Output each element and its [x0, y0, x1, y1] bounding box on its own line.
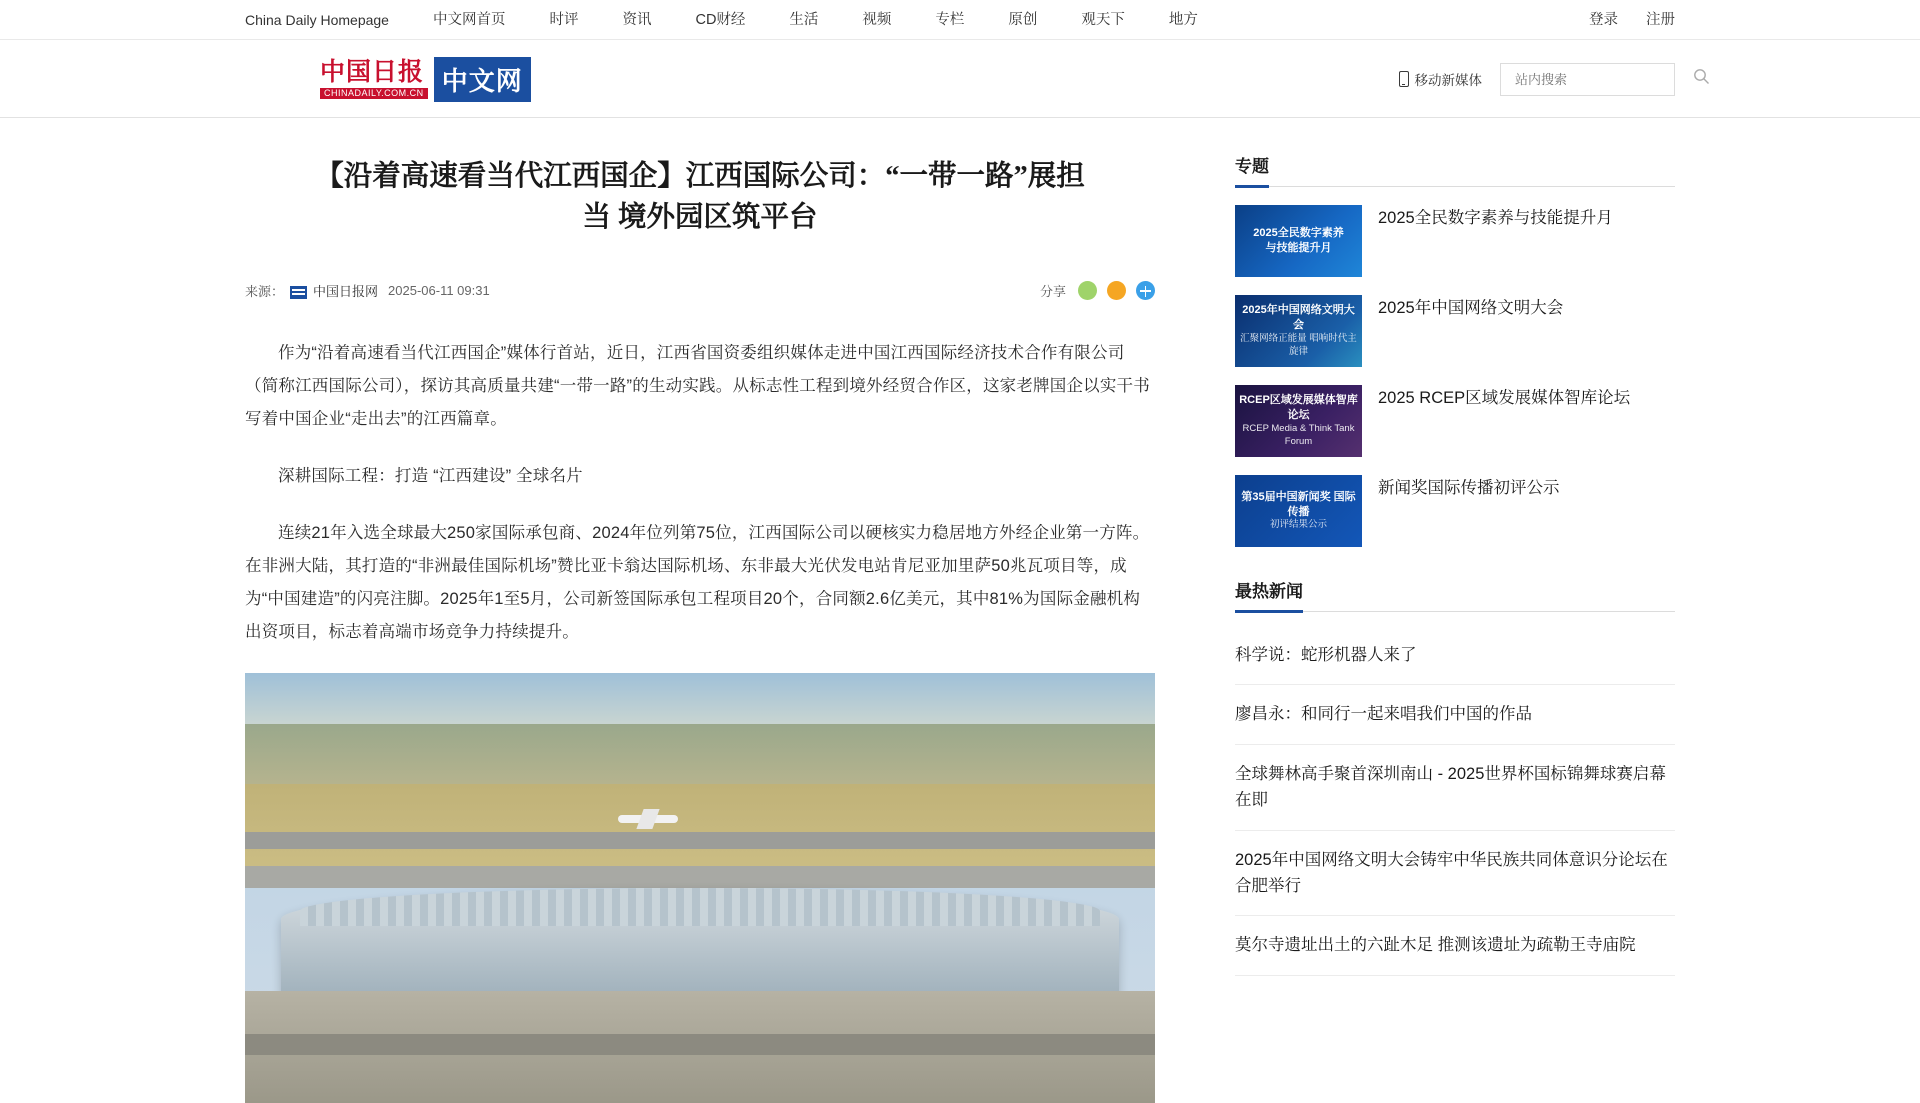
nav-link-local[interactable]: 地方 [1168, 11, 1198, 28]
topic-thumb-title: 第35届中国新闻奖 国际传播 [1241, 490, 1356, 518]
hot-news-heading-label: 最热新闻 [1235, 582, 1303, 613]
search-icon[interactable] [1693, 68, 1710, 90]
topic-title[interactable]: 新闻奖国际传播初评公示 [1378, 479, 1560, 497]
article-paragraph: 深耕国际工程：打造 “江西建设” 全球名片 [278, 466, 583, 485]
article-photo-airport [245, 673, 1155, 1103]
nav-link-columns[interactable]: 专栏 [935, 11, 965, 28]
login-link[interactable]: 登录 [1589, 11, 1618, 28]
wechat-share-icon[interactable] [1078, 281, 1097, 300]
mobile-media-link[interactable] [1399, 69, 1483, 89]
more-share-icon[interactable] [1136, 281, 1155, 300]
topic-thumbnail[interactable] [1235, 295, 1362, 367]
article-column [245, 148, 1235, 1103]
topic-thumb-subtitle: RCEP Media & Think Tank Forum [1242, 423, 1355, 447]
topics-heading-label: 专题 [1235, 157, 1269, 188]
share-label: 分享 [1039, 284, 1066, 300]
share-bar [1040, 281, 1155, 300]
topic-title[interactable]: 2025 RCEP区域发展媒体智库论坛 [1378, 389, 1631, 407]
page-content [245, 118, 1675, 1103]
hot-news-section-heading [1235, 577, 1675, 612]
nav-link-original[interactable]: 原创 [1008, 11, 1038, 28]
list-item[interactable]: 科学说：蛇形机器人来了 [1235, 630, 1675, 685]
topic-thumbnail[interactable] [1235, 385, 1362, 457]
search-box[interactable] [1500, 63, 1675, 96]
topic-list-item[interactable] [1235, 385, 1675, 457]
article-paragraph: 作为“沿着高速看当代江西国企”媒体行首站，近日，江西省国资委组织媒体走进中国江西国际经济技术合作有限公司（简称江西国际公司），探访其高质量共建“一带一路”的生动实践。从标志性工程到境外经贸合作区，这家老牌国企以实干书写着中国企业“走出去”的江西篇章。 [245, 343, 1150, 428]
topic-list-item[interactable] [1235, 295, 1675, 367]
nav-link-commentary[interactable]: 时评 [549, 11, 579, 28]
topic-thumb-subtitle: 初评结果公示 [1269, 519, 1327, 531]
source-label: 来源： [245, 284, 285, 300]
article-meta [245, 279, 1155, 303]
mobile-phone-icon [1399, 71, 1409, 87]
article-paragraph: 连续21年入选全球最大250家国际承包商、2024年位列第75位，江西国际公司以硬核实力稳居地方外经企业第一方阵。在非洲大陆，其打造的“非洲最佳国际机场”赞比亚卡翁达国际机场、东非最大光伏发电站肯尼亚加里萨50兆瓦项目等，成为“中国建造”的闪亮注脚。2025年1至5月，公司新签国际承包工程项目20个，合同额2.6亿美元，其中81%为国际金融机构出资项目，标志着高端市场竞争力持续提升。 [245, 523, 1150, 641]
topic-list-item[interactable] [1235, 205, 1675, 277]
topic-list-item[interactable] [1235, 475, 1675, 547]
top-navigation-bar [0, 0, 1920, 40]
topic-thumb-title: 2025年中国网络文明大会 [1242, 304, 1355, 332]
nav-link-video[interactable]: 视频 [862, 11, 892, 28]
topic-thumbnail[interactable] [1235, 475, 1362, 547]
topic-thumb-subtitle: 与技能提升月 [1265, 242, 1332, 254]
nav-link-world[interactable]: 观天下 [1081, 11, 1125, 28]
search-input[interactable] [1513, 71, 1693, 88]
list-item[interactable]: 莫尔寺遗址出土的六趾木足 推测该遗址为疏勒王寺庙院 [1235, 916, 1675, 975]
logo-chinese-name: 中国日报 [320, 58, 425, 86]
register-link[interactable]: 注册 [1646, 11, 1675, 28]
topics-section-heading [1235, 152, 1675, 187]
mobile-media-label: 移动新媒体 [1414, 73, 1482, 88]
hot-news-list [1235, 630, 1675, 976]
topnav-left-links [245, 0, 1220, 40]
logo-domain-text: CHINADAILY.COM.CN [320, 88, 428, 99]
weibo-share-icon[interactable] [1107, 281, 1126, 300]
article-body [245, 337, 1155, 1103]
topic-title[interactable]: 2025年中国网络文明大会 [1378, 299, 1564, 317]
page-title: 【沿着高速看当代江西国企】江西国际公司：“一带一路”展担当 境外园区筑平台 [315, 161, 1085, 234]
nav-link-news[interactable]: 资讯 [622, 11, 652, 28]
logo-bar [0, 40, 1920, 118]
sidebar [1235, 148, 1675, 976]
topnav-right-links [1575, 0, 1675, 40]
nav-link-cd-finance[interactable]: CD财经 [695, 11, 746, 28]
logo-chinese-site-label: 中文网 [434, 57, 531, 102]
topic-title[interactable]: 2025全民数字素养与技能提升月 [1378, 209, 1613, 227]
topic-thumbnail[interactable] [1235, 205, 1362, 277]
topic-thumb-title: 2025全民数字素养 [1253, 227, 1344, 240]
source-name[interactable]: 中国日报网 [313, 284, 379, 300]
nav-link-life[interactable]: 生活 [789, 11, 819, 28]
list-item[interactable]: 全球舞林高手聚首深圳南山 - 2025世界杯国标锦舞球赛启幕在即 [1235, 745, 1675, 831]
nav-link-china-daily-homepage[interactable]: China Daily Homepage [245, 11, 389, 28]
publish-date: 2025-06-11 09:31 [388, 283, 490, 299]
nav-link-chinese-home[interactable]: 中文网首页 [432, 11, 506, 28]
site-logo[interactable] [320, 57, 531, 102]
source-logo-icon [290, 286, 307, 299]
list-item[interactable]: 廖昌永：和同行一起来唱我们中国的作品 [1235, 685, 1675, 744]
topic-thumb-subtitle: 汇聚网络正能量 唱响时代主旋律 [1240, 333, 1357, 357]
topic-thumb-title: RCEP区域发展媒体智库论坛 [1239, 394, 1358, 422]
list-item[interactable]: 2025年中国网络文明大会铸牢中华民族共同体意识分论坛在合肥举行 [1235, 831, 1675, 917]
